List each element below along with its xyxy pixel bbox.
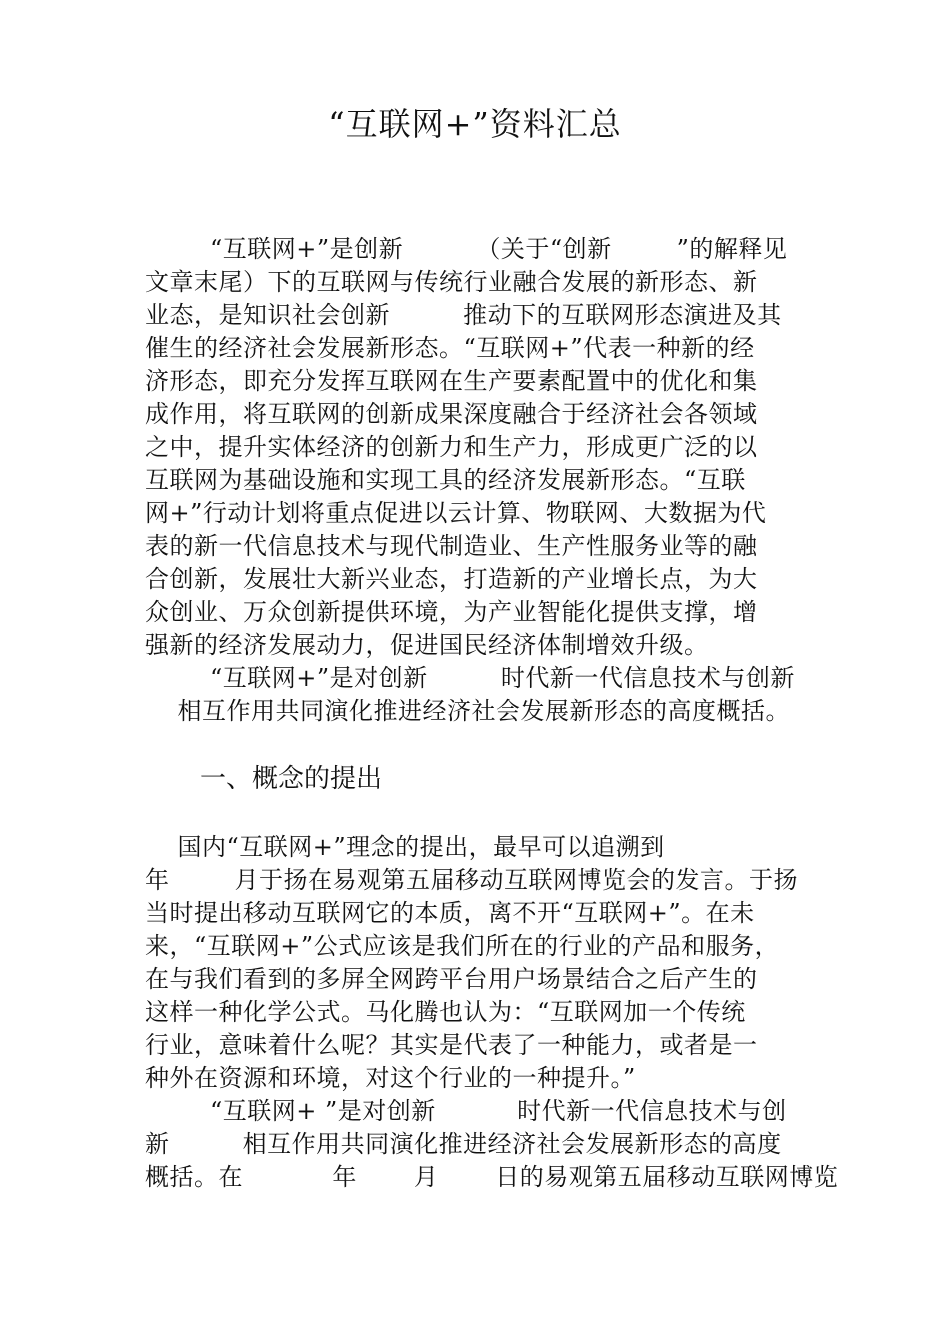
section-heading: 一、概念的提出 xyxy=(200,764,383,794)
paragraph-line: 强新的经济发展动力，促进国民经济体制增效升级。 xyxy=(145,631,709,659)
paragraph-line: 国内“互联网+”理念的提出，最早可以追溯到 xyxy=(145,833,665,861)
paragraph-line: 新 相互作用共同演化推进经济社会发展新形态的高度 xyxy=(145,1130,782,1158)
paragraph-line: 种外在资源和环境，对这个行业的一种提升。” xyxy=(145,1064,636,1092)
document-title: “互联网+”资料汇总 xyxy=(328,105,622,143)
paragraph-line: 成作用，将互联网的创新成果深度融合于经济社会各领域 xyxy=(145,400,758,428)
paragraph-line: 相互作用共同演化推进经济社会发展新形态的高度概括。 xyxy=(145,697,791,725)
paragraph-line: 合创新，发展壮大新兴业态，打造新的产业增长点，为大 xyxy=(145,565,758,593)
paragraph-line: 当时提出移动互联网它的本质，离不开“互联网+”。在未 xyxy=(145,899,755,927)
paragraph-line: “互联网+”是对创新 时代新一代信息技术与创新 xyxy=(145,664,795,692)
paragraph-line: 在与我们看到的多屏全网跨平台用户场景结合之后产生的 xyxy=(145,965,758,993)
paragraph-line: 众创业、万众创新提供环境，为产业智能化提供支撑，增 xyxy=(145,598,758,626)
paragraph-line: 网+”行动计划将重点促进以云计算、物联网、大数据为代 xyxy=(145,499,767,527)
paragraph-line: 年 月于扬在易观第五届移动互联网博览会的发言。于扬 xyxy=(145,866,799,894)
paragraph-line: 催生的经济社会发展新形态。“互联网+”代表一种新的经 xyxy=(145,334,755,362)
paragraph-line: 互联网为基础设施和实现工具的经济发展新形态。“互联 xyxy=(145,466,746,494)
paragraph-line: 之中，提升实体经济的创新力和生产力，形成更广泛的以 xyxy=(145,433,758,461)
paragraph-line: 业态，是知识社会创新 推动下的互联网形态演进及其 xyxy=(145,301,782,329)
paragraph-line: “互联网+ ”是对创新 时代新一代信息技术与创 xyxy=(145,1097,787,1125)
paragraph-line: 这样一种化学公式。马化腾也认为：“互联网加一个传统 xyxy=(145,998,746,1026)
paragraph-line: 表的新一代信息技术与现代制造业、生产性服务业等的融 xyxy=(145,532,758,560)
paragraph-line: 文章末尾）下的互联网与传统行业融合发展的新形态、新 xyxy=(145,268,758,296)
paragraph-line: 来，“互联网+”公式应该是我们所在的行业的产品和服务， xyxy=(145,932,780,960)
paragraph-line: “互联网+”是创新 （关于“创新 ”的解释见 xyxy=(145,235,788,263)
paragraph-line: 行业，意味着什么呢？其实是代表了一种能力，或者是一 xyxy=(145,1031,758,1059)
paragraph-line: 概括。在 年 月 日的易观第五届移动互联网博览 xyxy=(145,1163,839,1191)
paragraph-line: 济形态，即充分发挥互联网在生产要素配置中的优化和集 xyxy=(145,367,758,395)
